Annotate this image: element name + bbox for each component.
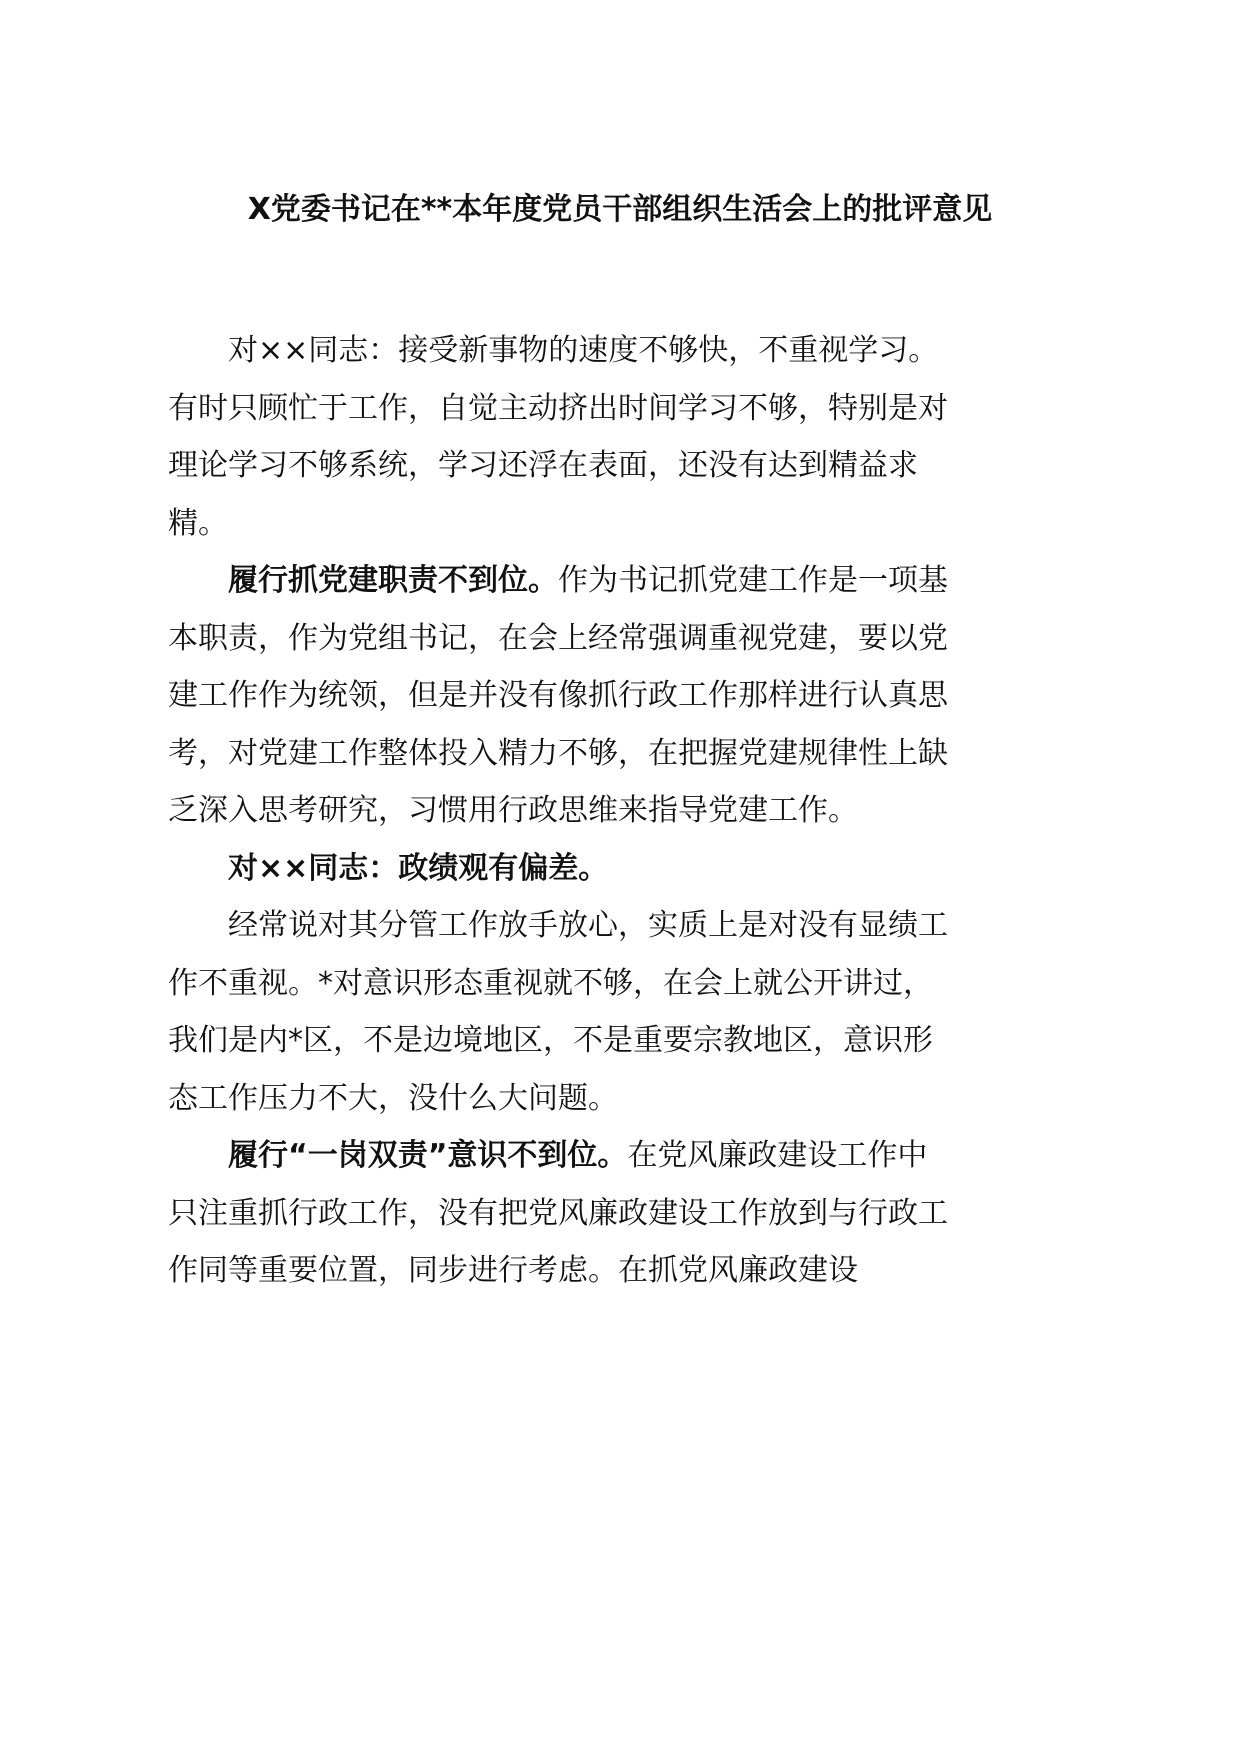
paragraph-3 [168, 840, 948, 898]
paragraph-text: 经常说对其分管工作放手放心，实质上是对没有显绩工作不重视。*对意识形态重视就不够，在会上就公开讲过，我们是内*区，不是边境地区，不是重要宗教地区，意识形态工作压力不大，没什么大问题。 [168, 908, 948, 1116]
paragraph-5 [168, 1127, 948, 1300]
paragraph-4 [168, 897, 948, 1127]
document-body [168, 322, 948, 1300]
document-title: X党委书记在**本年度党员干部组织生活会上的批评意见 [247, 192, 993, 227]
paragraph-1 [168, 322, 948, 552]
paragraph-text: 作为书记抓党建工作是一项基本职责，作为党组书记，在会上经常强调重视党建，要以党建工作作为统领，但是并没有像抓行政工作那样进行认真思考，对党建工作整体投入精力不够，在把握党建规律性上缺乏深入思考研究，习惯用行政思维来指导党建工作。 [168, 563, 948, 828]
paragraph-2 [168, 552, 948, 840]
paragraph-text: 对××同志：接受新事物的速度不够快，不重视学习。有时只顾忙于工作，自觉主动挤出时间学习不够，特别是对理论学习不够系统，学习还浮在表面，还没有达到精益求精。 [168, 333, 948, 541]
paragraph-text: 在党风廉政建设工作中只注重抓行政工作，没有把党风廉政建设工作放到与行政工作同等重要位置，同步进行考虑。在抓党风廉政建设 [168, 1138, 948, 1288]
paragraph-heading: 履行“一岗双责”意识不到位。 [228, 1138, 628, 1173]
paragraph-heading: 履行抓党建职责不到位。 [228, 563, 558, 598]
paragraph-heading: 对××同志：政绩观有偏差。 [228, 850, 609, 886]
